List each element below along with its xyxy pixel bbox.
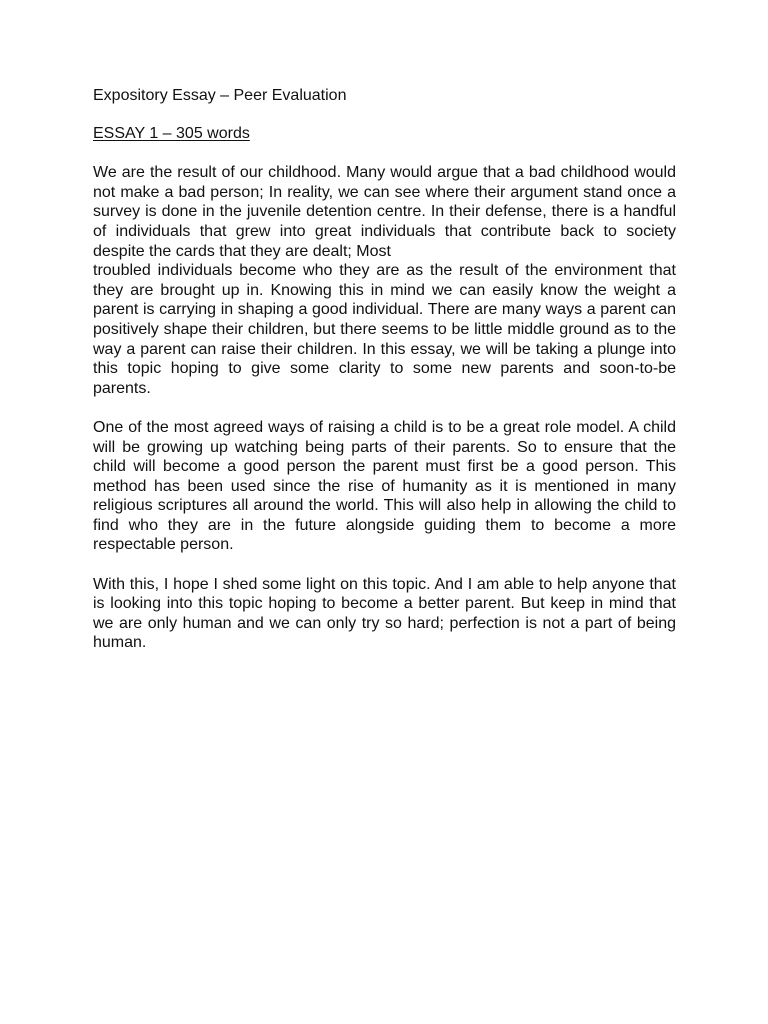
- essay-heading: ESSAY 1 – 305 words: [93, 124, 250, 142]
- paragraph-role-model: One of the most agreed ways of raising a child is to be a great role model. A child will be growing up watching being parts of their parents. So to ensure that the child will become a good person the parent must first be a good person. This method has been used since the rise of humanity as it is mentioned in many religious scriptures all around the world. This will also help in allowing the child to find who they are in the future alongside guiding them to become a more respectable person.: [93, 418, 676, 554]
- paragraph-intro-part-1: We are the result of our childhood. Many would argue that a bad childhood would not make a bad person; In reality, we can see where their argument stand once a survey is done in the juvenile detention centre. In their defense, there is a handful of individuals that grew into great individuals that contribute back to society despite the cards that they are dealt; Most: [93, 164, 676, 260]
- document-title: Expository Essay – Peer Evaluation: [93, 87, 347, 104]
- document-page: [93, 86, 676, 653]
- paragraph-intro-part-2: troubled individuals become who they are as the result of the environment that they are brought up in. Knowing this in mind we can easily know the weight a parent is carrying in shaping a good individual. There are many ways a parent can positively shape their children, but there seems to be little middle ground as to the way a parent can raise their children. In this essay, we will be taking a plunge into this topic hoping to give some clarity to some new parents and soon-to-be parents.: [93, 262, 676, 397]
- paragraph-conclusion: With this, I hope I shed some light on this topic. And I am able to help anyone that is looking into this topic hoping to become a better parent. But keep in mind that we are only human and we can only try so hard; perfection is not a part of being human.: [93, 575, 676, 652]
